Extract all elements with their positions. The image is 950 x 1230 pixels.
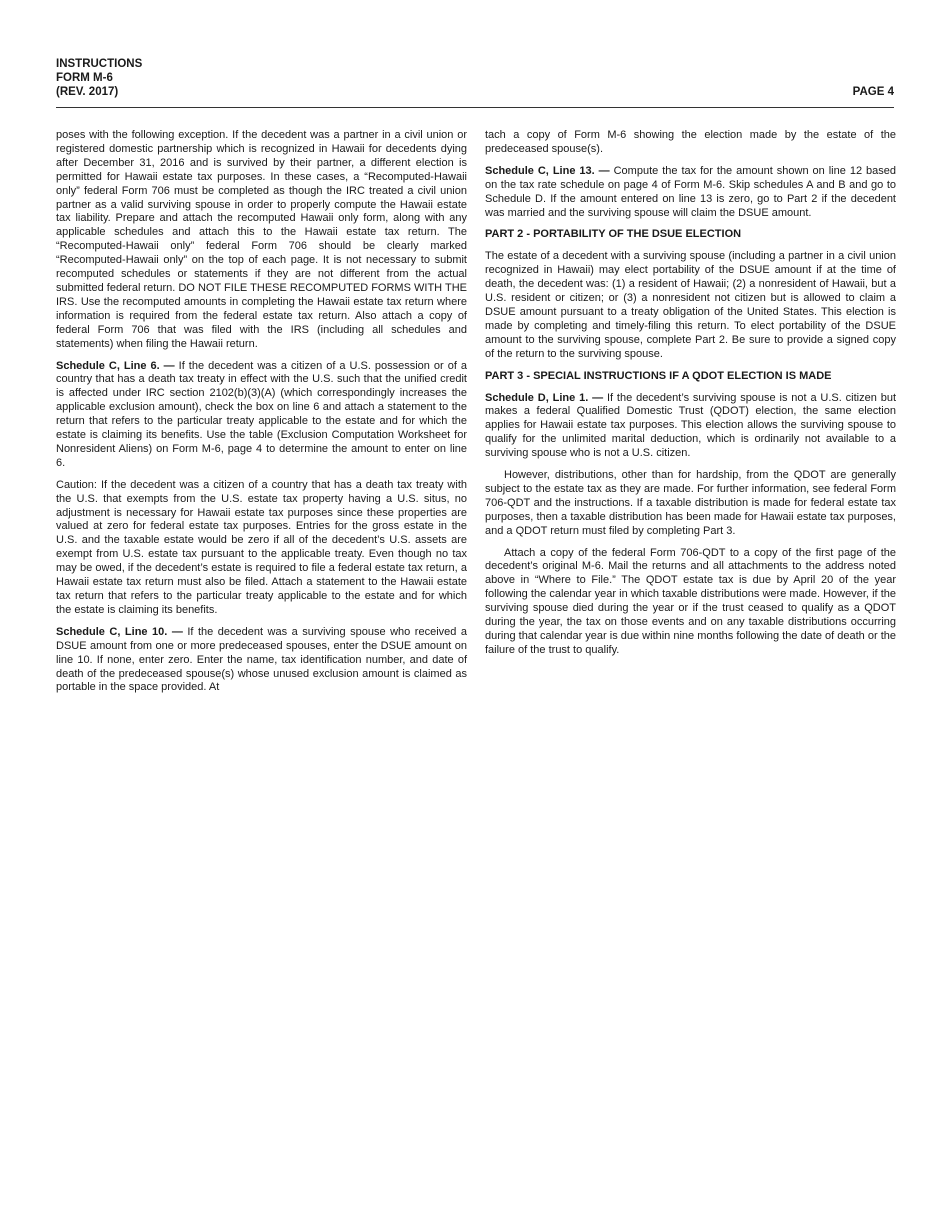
paragraph-attach-copy: tach a copy of Form M-6 showing the election made by the estate of the predeceased spouse(s). — [485, 129, 896, 155]
paragraph-qdot-distributions: However, distributions, other than for hardship, from the QDOT are generally subject to the estate tax as they are made. For further information, see federal Form 706-QDT and the instructions. If a taxable distribution is made for federal estate tax purposes, then a taxable distribution has been made for Hawaii estate tax purposes, and a QDOT return must filed by completing Part 3. — [485, 469, 896, 537]
heading-schedule-d-line-1: Schedule D, Line 1. — — [485, 391, 604, 404]
body-schedule-c-line-13: Compute the tax for the amount shown on line 12 based on the tax rate schedule on page 4 of Form M-6. Skip schedules A and B and go to Schedule D. If the amount entered on line 13 is zero, go to Part 2 if the decedent was married and the surviving spouse will claim the DSUE amount. — [485, 164, 896, 219]
header-form-number: FORM M-6 — [56, 72, 113, 84]
paragraph-part-2: The estate of a decedent with a surviving spouse (including a partner in a civil union recognized in Hawaii) may elect portability of the DSUE amount if at the time of death, the decedent was: (1) a resident of Hawaii; (2) a nonresident of Hawaii, but a U.S. resident or citizen; or (3) a nonresident not citizen but is allowed to claim a DSUE amount pursuant to a treaty obligation of the United States. This election is made by completing and timely-filing this return. To elect portability of the DSUE amount to the surviving spouse, complete Part 2. Be sure to provide a signed copy of the return to the surviving spouse. — [485, 250, 896, 360]
heading-schedule-c-line-13: Schedule C, Line 13. — — [485, 164, 610, 177]
right-column — [485, 129, 896, 666]
page-header — [56, 57, 894, 108]
header-instructions: INSTRUCTIONS — [56, 58, 143, 70]
heading-schedule-c-line-10: Schedule C, Line 10. — — [56, 625, 183, 638]
paragraph-attach-706-qdt: Attach a copy of the federal Form 706-QDT to a copy of the first page of the decedent’s original M-6. Mail the returns and all attachments to the address noted above in “Where to File.” The QDOT estate tax is due by April 20 of the year following the calendar year in which taxable distributions were made. However, if the surviving spouse died during the year or if the trust ceased to qualify as a QDOT during the year, the tax on those events and on any taxable distributions occurring during that calendar year is due within nine months following the date of death or the failure of the trust to qualify. — [485, 546, 896, 656]
paragraph-caution: Caution: If the decedent was a citizen of a country that has a death tax treaty with the U.S. that exempts from the U.S. estate tax property having a U.S. situs, no adjustment is necessary for Hawaii estate tax purposes since these properties are valued at zero for federal estate tax purposes. Entries for the gross estate in the U.S. and the taxable estate would be zero if all of the decedent’s U.S. assets are exempt from U.S. estate tax pursuant to the applicable treaty. Even though no tax may be owed, if the decedent’s estate is required to file a federal estate tax return, a Hawaii estate tax return must also be filed. Attach a statement to the Hawaii estate tax return that refers to the particular treaty applicable to the estate and for which the estate is claiming its benefits. — [56, 478, 467, 616]
paragraph-schedule-c-line-6 — [56, 360, 467, 471]
heading-part-3: PART 3 - SPECIAL INSTRUCTIONS IF A QDOT ELECTION IS MADE — [485, 369, 832, 382]
paragraph-schedule-c-line-13 — [485, 165, 896, 221]
form-identifier — [56, 57, 142, 99]
paragraph-civil-union-exception: poses with the following exception. If the decedent was a partner in a civil union or registered domestic partnership which is recognized in Hawaii for decedents dying after December 31, 2016 and is survived by their partner, a different election is permitted for Hawaii estate tax purposes. In these cases, a “Recomputed-Hawaii only” federal Form 706 must be completed as though the IRC treated a civil union partner as a valid surviving spouse in order to properly compute the Hawaii estate tax liability. Prepare and attach the recomputed Hawaii only form, along with any applicable schedules and attach this to the Hawaii estate tax return. The “Recomputed-Hawaii only” federal Form 706 should be clearly marked “Recomputed-Hawaii only” on the top of each page. It is not necessary to submit recomputed schedules or statements if they are not different from the actual submitted federal return. DO NOT FILE THESE RECOMPUTED FORMS WITH THE IRS. Use the recomputed amounts in completing the Hawaii estate tax return where information is required from the federal estate tax return. Also attach a copy of federal Form 706 that was filed with the IRS (including all schedules and statements) when filing the Hawaii return. — [56, 129, 467, 350]
header-revision: (REV. 2017) — [56, 86, 119, 98]
body-schedule-c-line-10: If the decedent was a surviving spouse who received a DSUE amount from one or more predeceased spouses, enter the DSUE amount on line 10. If none, enter zero. Enter the name, tax identification number, and date of death of the predeceased spouse(s) whose unused exclusion amount is claimed as portable in the space provided. At — [56, 625, 467, 694]
body-schedule-c-line-6: If the decedent was a citizen of a U.S. possession or of a country that has a death tax treaty in effect with the U.S. such that the unified credit is affected under IRC section 2102(b)(3)(A) (which correspondingly increases the applicable exclusion amount), check the box on line 6 and attach a statement to the return that refers to the particular treaty applicable to the estate and for which the estate is claiming its benefits. Use the table (Exclusion Computation Worksheet for Nonresident Aliens) on Form M-6, page 4 to determine the amount to enter on line 6. — [56, 359, 467, 469]
paragraph-schedule-d-line-1 — [485, 392, 896, 462]
page-number: PAGE 4 — [852, 86, 894, 98]
left-column — [56, 129, 467, 703]
heading-schedule-c-line-6: Schedule C, Line 6. — — [56, 359, 175, 372]
paragraph-schedule-c-line-10 — [56, 626, 467, 696]
body-schedule-d-line-1: If the decedent’s surviving spouse is not a U.S. citizen but makes a federal Qualified Domestic Trust (QDOT) election, the same election applies for Hawaii estate tax purposes. This election allows the surviving spouse to qualify for the unlimited marital deduction, which is ordinarily not available to a surviving spouse who is not a U.S. citizen. — [485, 391, 896, 460]
heading-part-2: PART 2 - PORTABILITY OF THE DSUE ELECTION — [485, 228, 742, 241]
